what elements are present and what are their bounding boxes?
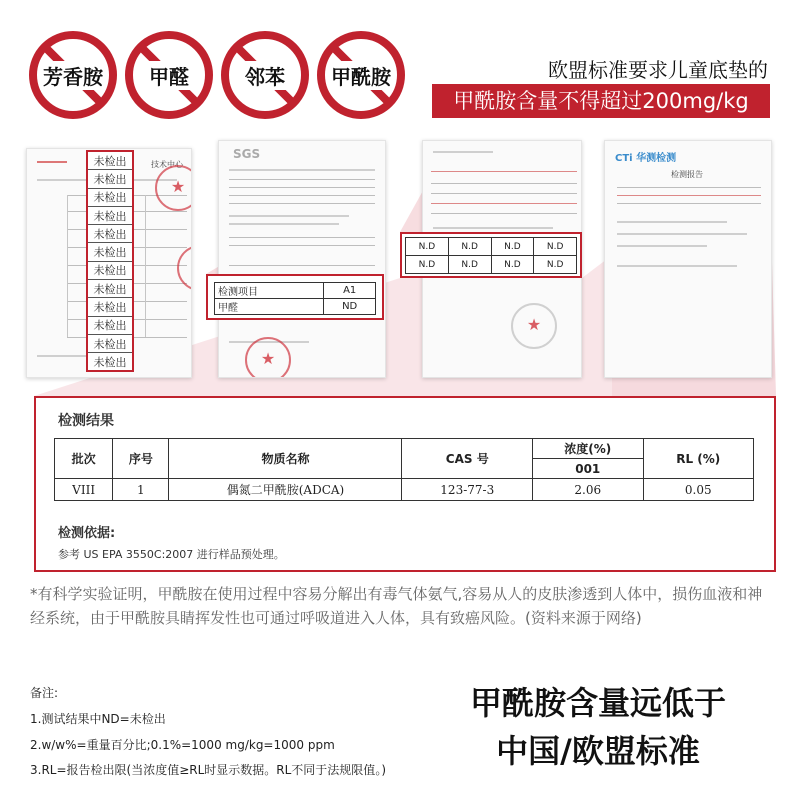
report-thumbnail-2 (218, 140, 386, 378)
not-detected-cell: 未检出 (88, 207, 132, 225)
not-detected-cell: 未检出 (88, 243, 132, 261)
sgs-header-a1: A1 (324, 283, 376, 299)
not-detected-cell: 未检出 (88, 280, 132, 298)
basis-label: 检测依据: (58, 526, 116, 541)
nd-cell: N.D (491, 256, 534, 274)
headline-line1: 欧盟标准要求儿童底垫的 (548, 58, 768, 82)
nd-cell: N.D (448, 238, 491, 256)
banned-label: 甲酰胺 (329, 61, 393, 90)
not-detected-callout-table (400, 232, 582, 278)
doc4-title: 检测报告 (671, 170, 703, 179)
official-seal-icon (155, 165, 192, 211)
result-heading: 检测结果 (58, 413, 114, 429)
not-detected-cell: 未检出 (88, 262, 132, 280)
notes-title: 备注: (30, 686, 59, 700)
test-result-panel (34, 396, 776, 572)
doc1-title: 技术中心 (151, 160, 183, 169)
not-detected-cell: 未检出 (88, 225, 132, 243)
banned-substance-formamide (316, 30, 406, 120)
col-conc: 浓度(%) (533, 439, 643, 459)
nd-cell: N.D (406, 238, 449, 256)
nd-cell: N.D (534, 256, 577, 274)
banned-substance-formaldehyde (124, 30, 214, 120)
cell-batch: VIII (55, 479, 113, 501)
official-seal-icon (245, 337, 291, 378)
headline-line2: 甲酰胺含量不得超过200mg/kg (432, 84, 770, 118)
basis-text: 参考 US EPA 3550C:2007 进行样品预处理。 (58, 548, 285, 561)
claim-line2: 中国/欧盟标准 (496, 732, 700, 770)
sgs-row-value: ND (324, 299, 376, 315)
banned-label: 甲醛 (147, 61, 191, 90)
note-item-2: 2.w/w%=重量百分比;0.1%=1000 mg/kg=1000 ppm (30, 738, 335, 752)
sgs-formaldehyde-callout (206, 274, 384, 320)
cell-rl: 0.05 (643, 479, 754, 501)
cell-seq: 1 (113, 479, 169, 501)
not-detected-cell: 未检出 (88, 189, 132, 207)
not-detected-cell: 未检出 (88, 152, 132, 170)
banned-label: 邻苯 (243, 61, 287, 90)
col-cas: CAS 号 (402, 439, 533, 479)
watermark-seal-icon (511, 303, 557, 349)
table-row (406, 238, 577, 256)
result-table (54, 438, 754, 501)
cti-logo: CTi 华测检测 (615, 153, 677, 164)
table-row (406, 256, 577, 274)
col-batch: 批次 (55, 439, 113, 479)
col-seq: 序号 (113, 439, 169, 479)
not-detected-callout-column (86, 150, 134, 372)
sgs-logo: SGS (233, 147, 261, 161)
not-detected-cell: 未检出 (88, 170, 132, 188)
not-detected-cell: 未检出 (88, 317, 132, 335)
not-detected-cell: 未检出 (93, 356, 127, 370)
note-item-3: 3.RL=报告检出限(当浓度值≥RL时显示数据。RL不同于法规限值。) (30, 763, 386, 777)
not-detected-cell: 未检出 (88, 298, 132, 316)
banned-substance-phthalate (220, 30, 310, 120)
not-detected-cell: 未检出 (88, 335, 132, 353)
col-name: 物质名称 (169, 439, 402, 479)
report-thumbnail-4 (604, 140, 772, 378)
nd-cell: N.D (406, 256, 449, 274)
table-row (55, 479, 754, 501)
banned-substance-aromatic-amine (28, 30, 118, 120)
nd-cell: N.D (448, 256, 491, 274)
nd-cell: N.D (534, 238, 577, 256)
col-conc-sub: 001 (533, 459, 643, 479)
cell-cas: 123-77-3 (402, 479, 533, 501)
sgs-header-item: 检测项目 (215, 283, 324, 299)
official-seal-icon (177, 245, 192, 291)
nd-table (405, 237, 577, 274)
cell-name: 偶氮二甲酰胺(ADCA) (169, 479, 402, 501)
sgs-callout-table (214, 282, 376, 315)
col-rl: RL (%) (643, 439, 754, 479)
note-item-1: 1.测试结果中ND=未检出 (30, 712, 166, 726)
footnote-paragraph: *有科学实验证明，甲酰胺在使用过程中容易分解出有毒气体氨气,容易从人的皮肤渗透到人体中，损伤血液和神经系统，由于甲酰胺具睛挥发性也可通过呼吸道进入人体，具有致癌风险。(资料来源于网络) (30, 585, 763, 627)
nd-cell: N.D (491, 238, 534, 256)
banned-label: 芳香胺 (41, 61, 105, 90)
sgs-row-item: 甲醛 (215, 299, 324, 315)
cell-conc: 2.06 (533, 479, 643, 501)
claim-line1: 甲酰胺含量远低于 (469, 684, 726, 722)
